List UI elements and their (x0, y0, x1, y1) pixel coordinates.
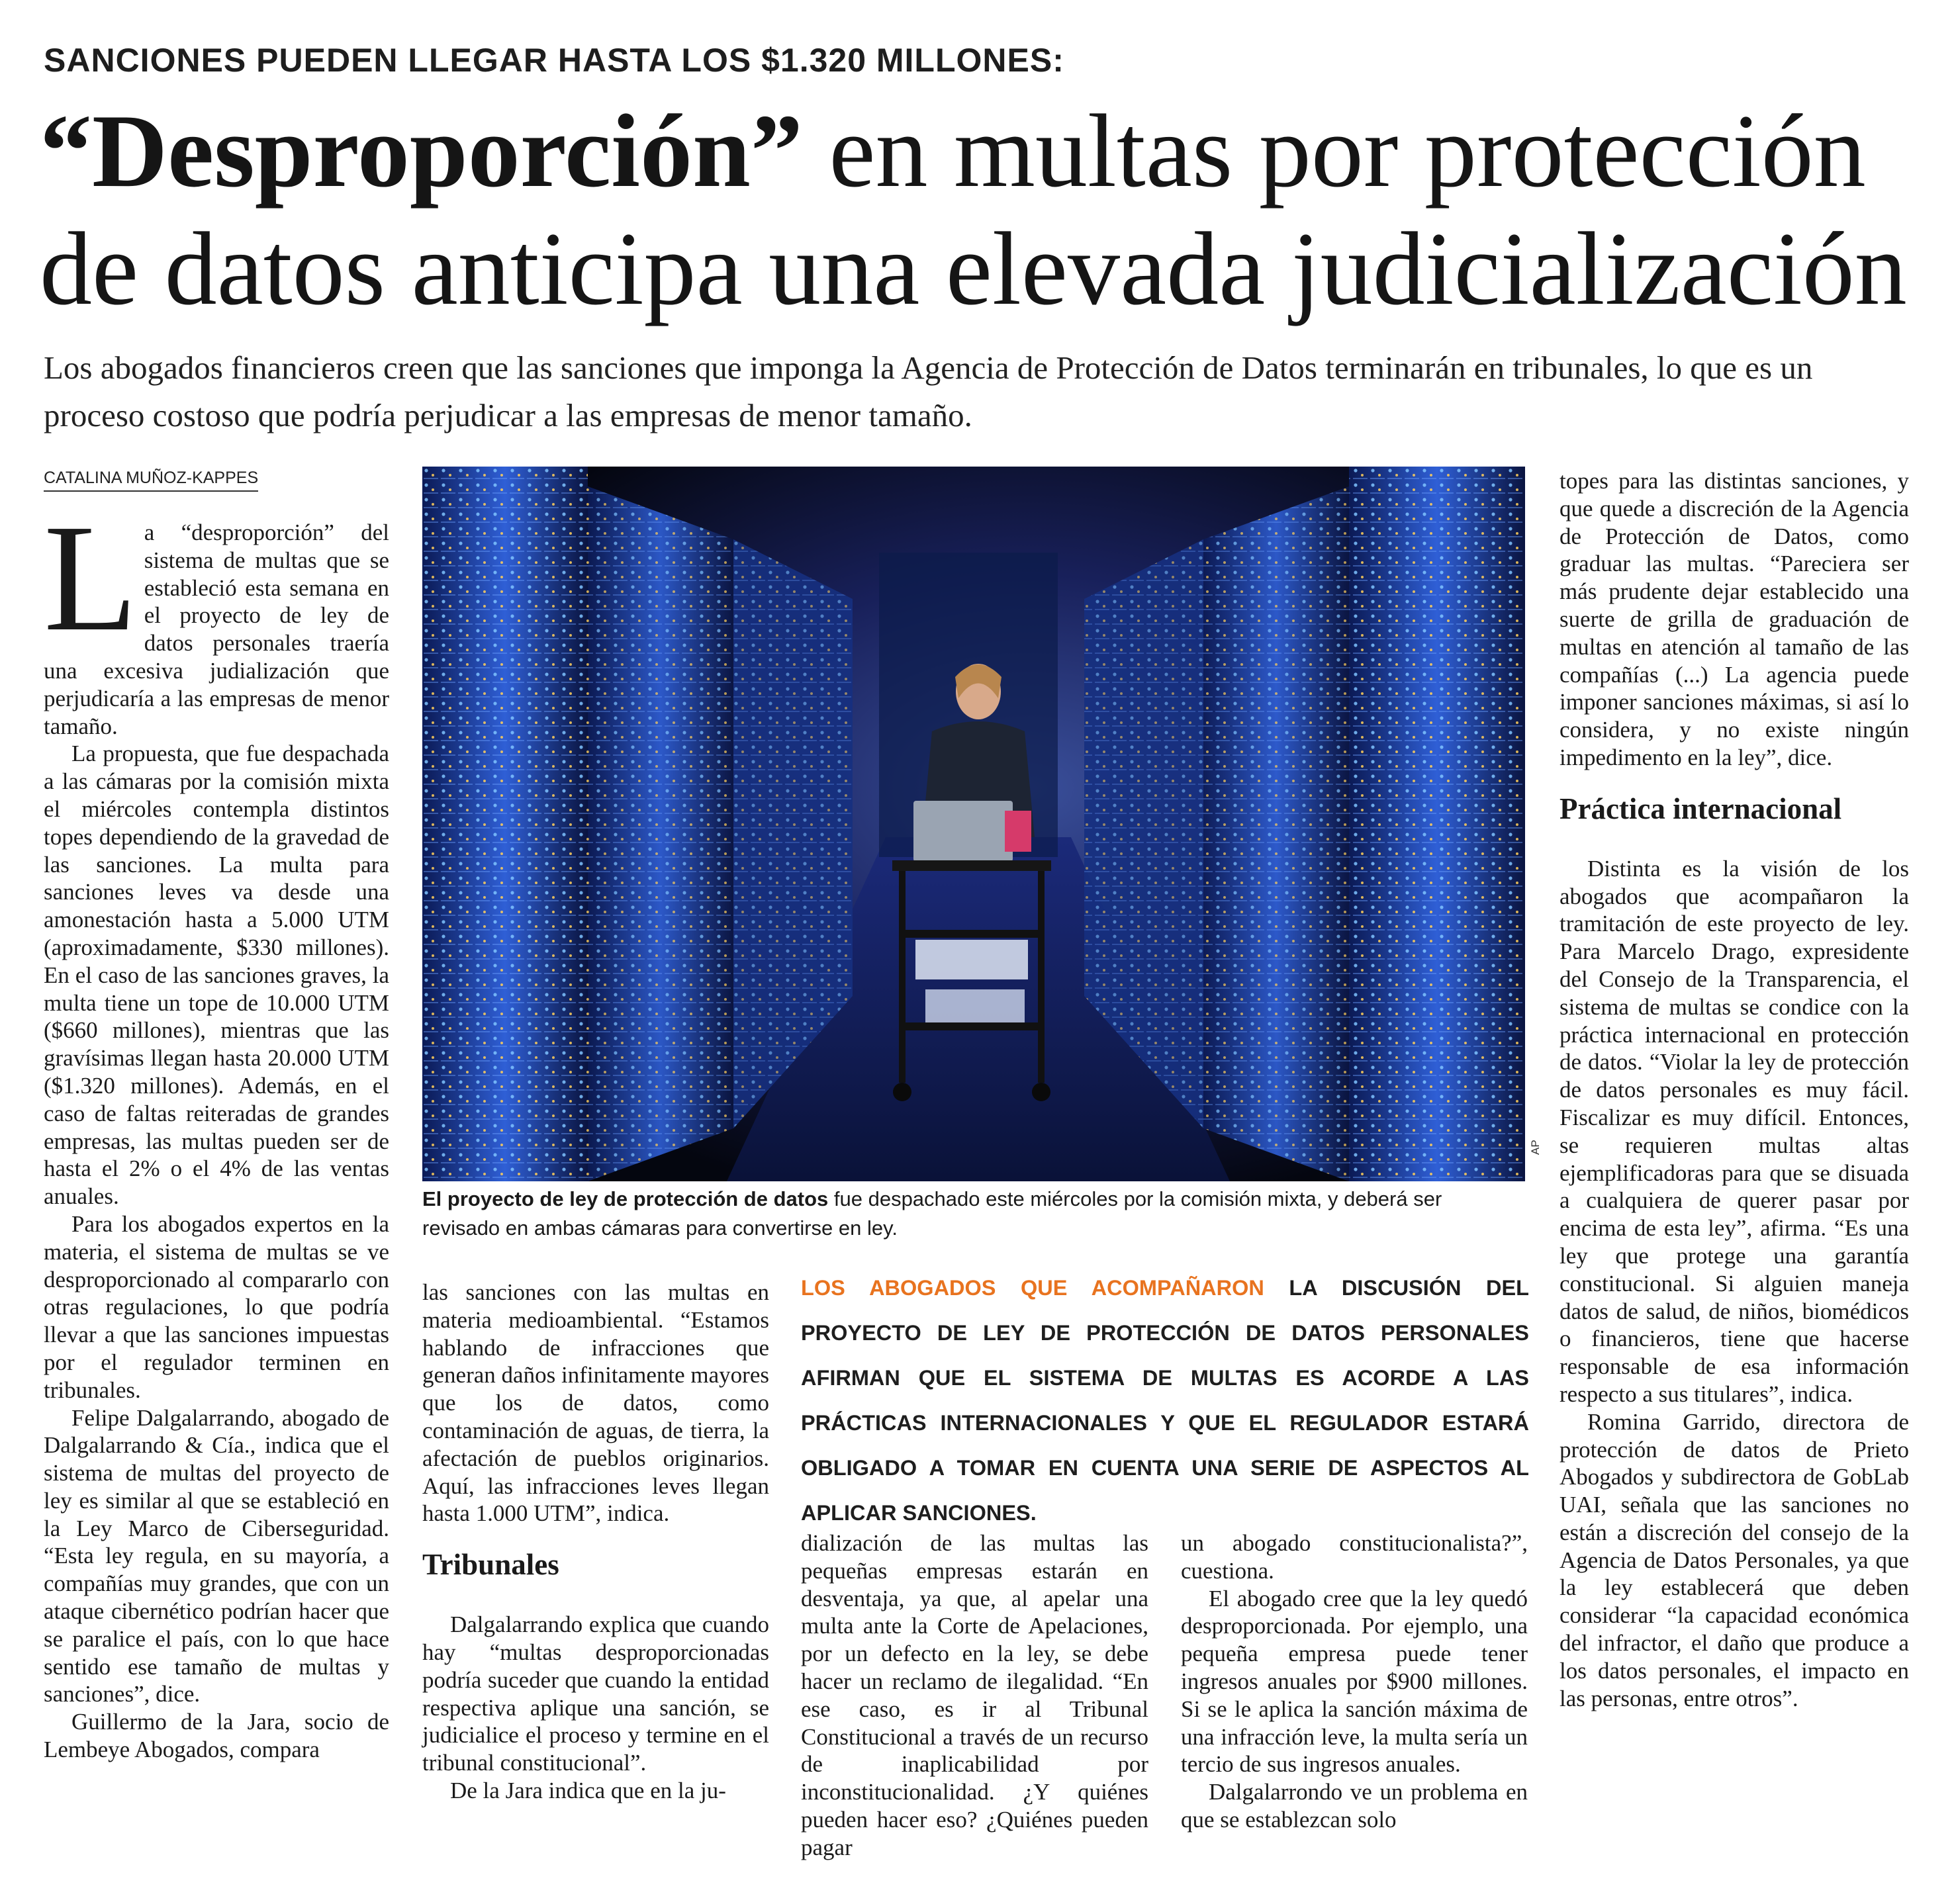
pull-quote-rest: LA DISCUSIÓN DEL PROYECTO DE LEY DE PROTECCIÓN DE DATOS PERSONALES AFIRMAN QUE EL SISTEMA DE MULTAS ES ACORDE A LAS PRÁCTICAS INTERNACIONALES Y QUE EL REGULADOR ESTARÁ OBLIGADO A TOMAR EN CUENTA UNA SERIE DE ASPECTOS AL APLICAR SANCIONES. (801, 1276, 1529, 1525)
col1-paragraph: Felipe Dalgalarrando, abogado de Dalgalarrando & Cía., indica que el sistema de multas del proyecto de ley es similar al que se estableció en la Ley Marco de Ciberseguridad. “Esta ley regula, en su mayoría, a compañías muy grandes, que con un ataque cibernético podrían hacer que se paralice el país, con lo que hace sentido ese tamaño de multas y sanciones”, dice. (44, 1404, 389, 1707)
col2-paragraph: las sanciones con las multas en materia medioambiental. “Estamos hablando de infracciones que generan daños infinitamente mayores que los de datos, como contaminación de aguas, de tierra, la afectación de pueblos originarios. Aquí, las infracciones leves llegan hasta 1.000 UTM”, indica. (422, 1279, 769, 1527)
dek: Los abogados financieros creen que las sanciones que imponga la Agencia de Protección de Datos terminarán en tribunales, lo que es un proceso costoso que podría perjudicar a las empresas de menor tamaño. (44, 349, 1813, 433)
col5-paragraph: Distinta es la visión de los abogados que acompañaron la tramitación de este proyecto de ley. Para Marcelo Drago, expresidente del Consejo de la Transparencia, el sistema de multas se condice con la práctica internacional en protección de datos. “Violar la ley de protección de datos personales es muy fácil. Fiscalizar es muy difícil. Entonces, se requieren multas altas ejemplificadoras para que se disuada a cualquiera de querer pasar por encima de esta ley”, afirma. “Es una ley que protege una garantía constitucional. Si alguien maneja datos de salud, de niños, biomédicos o financieros, tiene que hacerse responsable de esa información respecto a sus titulares”, indica. (1559, 855, 1909, 1407)
col1-paragraph: Guillermo de la Jara, socio de Lembeye Abogados, compara (44, 1709, 389, 1763)
col1-paragraph: La propuesta, que fue despachada a las cámaras por la comisión mixta el miércoles contempla distintos topes dependiendo de la gravedad de las sanciones. La multa para sanciones leves va desde una amonestación hasta a 5.000 UTM (aproximadamente, $330 millones). En el caso de las sanciones graves, la multa tiene un tope de 10.000 UTM ($660 millones), mientras que las gravísimas llegan hasta 20.000 UTM ($1.320 millones). Además, en el caso de faltas reiteradas de grandes empresas, las multas pueden ser de hasta el 2% o el 4% de las ventas anuales. (44, 741, 389, 1210)
data-center-photo-illustration (422, 467, 1525, 1181)
body-column-1 (44, 493, 389, 1764)
headline-quoted-word: “Desproporción” (40, 93, 803, 209)
col2-paragraph: Dalgalarrando explica que cuando hay “multas desproporcionadas podría suceder que cuando la entidad respectiva aplique una sanción, se judicialice el proceso y termine en el tribunal constitucional”. (422, 1611, 769, 1776)
photo-caption-lead: El proyecto de ley de protección de datos (422, 1187, 829, 1210)
headline-line-1 (40, 93, 1920, 210)
drop-cap: L (44, 493, 138, 663)
col5-paragraph: topes para las distintas sanciones, y que quede a discreción de la Agencia de Protección de Datos, como graduar las multas. “Pareciera ser más prudente dejar establecido una suerte de grilla de graduación de multas en atención al tamaño de las compañías (...) La agencia puede imponer sanciones máximas, si así lo considera, y no existe ningún impedimento en la ley”, dice. (1559, 468, 1909, 770)
col4-paragraph: El abogado cree que la ley quedó desproporcionada. Por ejemplo, una pequeña empresa puede tener ingresos anuales por $900 millones. Si se le aplica la sanción máxima de una infracción leve, la multa sería un tercio de sus ingresos anuales. (1181, 1585, 1528, 1778)
pull-quote-highlight: LOS ABOGADOS QUE ACOMPAÑARON (801, 1276, 1264, 1300)
subhead-tribunales: Tribunales (422, 1548, 559, 1582)
pull-quote (801, 1265, 1529, 1535)
photo-caption (422, 1185, 1525, 1243)
data-center-photo (422, 467, 1525, 1181)
photo-caption-rest: fue despachado este miércoles por la comisión mixta, y deberá ser revisado en ambas cámaras para convertirse en ley. (422, 1187, 1442, 1240)
col4-paragraph: Dalgalarrondo ve un problema en que se establezcan solo (1181, 1779, 1528, 1833)
col1-paragraph: a “desproporción” del sistema de multas que se estableció esta semana en el proyecto de ley de datos personales traería una excesiva judialización que perjudicaría a las empresas de menor tamaño. (44, 520, 389, 739)
byline: CATALINA MUÑOZ-KAPPES (44, 469, 258, 492)
body-column-5 (1559, 467, 1909, 1712)
kicker: SANCIONES PUEDEN LLEGAR HASTA LOS $1.320 MILLONES: (44, 42, 1064, 79)
col5-paragraph: Romina Garrido, directora de protección de datos de Prieto Abogados y subdirectora de GobLab UAI, señala que las sanciones no están a discreción del consejo de la Agencia de Datos Personales, ya que la ley establecerá que deben considerar “la capacidad económica del infractor, el daño que produce a los datos personales, el impacto en las personas, entre otros”. (1559, 1408, 1909, 1711)
headline-line-1-rest: en multas por protección (802, 93, 1866, 209)
body-column-4 (1181, 1529, 1528, 1834)
subhead-practica-internacional: Práctica internacional (1559, 792, 1842, 825)
headline-line-2: de datos anticipa una elevada judicialización (40, 211, 1907, 327)
col2-paragraph: De la Jara indica que en la ju- (450, 1777, 726, 1803)
col4-paragraph: un abogado constitucionalista?”, cuestiona. (1181, 1530, 1528, 1584)
col1-paragraph: Para los abogados expertos en la materia, el sistema de multas se ve desproporcionado al compararlo con otras regulaciones, lo que podría llevar a que las sanciones impuestas por el regulador terminen en tribunales. (44, 1210, 389, 1403)
body-column-3 (801, 1529, 1148, 1862)
photo-credit: AP (1529, 1140, 1542, 1155)
body-column-2 (422, 1279, 769, 1805)
col3-paragraph: dialización de las multas las pequeñas empresas estarán en desventaja, ya que, al apelar una multa ante la Corte de Apelaciones, por un defecto en la ley, se debe hacer un reclamo de ilegalidad. “En ese caso, es ir al Tribunal Constitucional a través de un recurso de inaplicabilidad por inconstitucionalidad. ¿Y quiénes pueden hacer eso? ¿Quiénes pueden pagar (801, 1530, 1148, 1860)
headline (40, 93, 1920, 328)
